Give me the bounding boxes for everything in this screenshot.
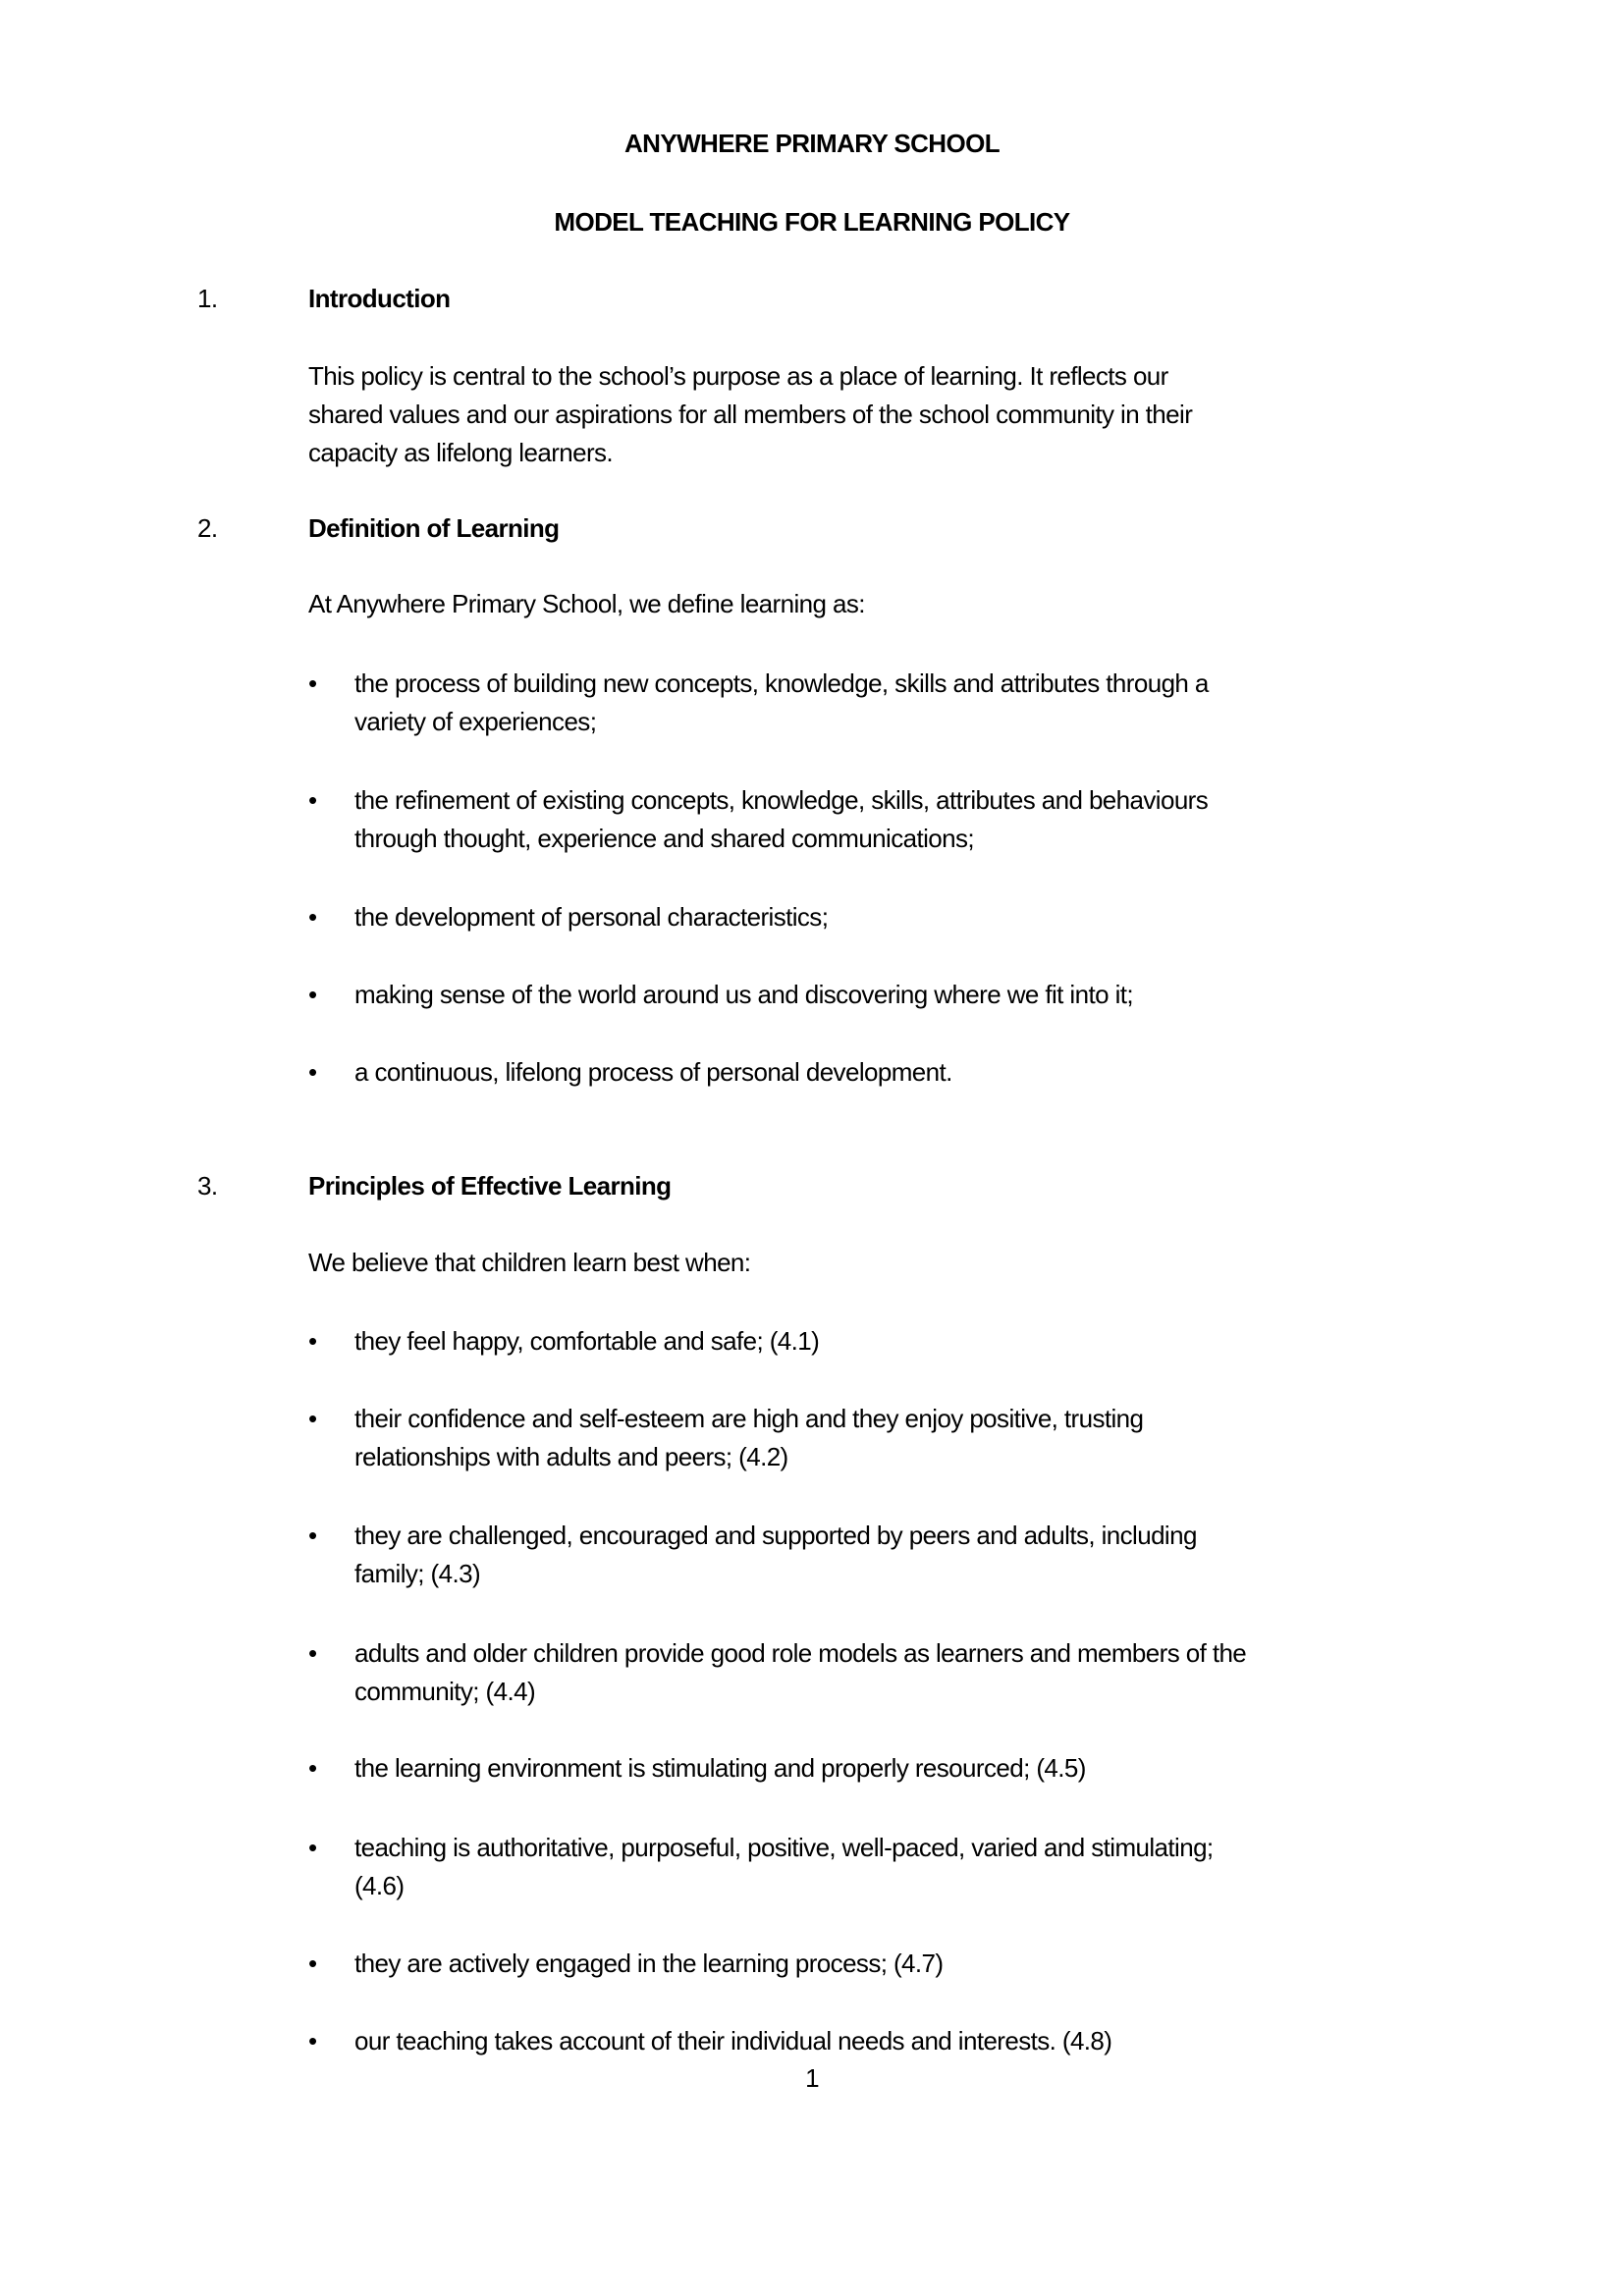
bullet-icon: • xyxy=(308,785,318,815)
document-subtitle: MODEL TEACHING FOR LEARNING POLICY xyxy=(554,207,1070,237)
bullet-icon: • xyxy=(308,1057,318,1087)
text-line: (4.6) xyxy=(354,1871,405,1900)
section-intro: We believe that children learn best when: xyxy=(308,1248,751,1277)
list-item xyxy=(354,1634,1246,1711)
bullet-icon: • xyxy=(308,668,318,698)
section-paragraph xyxy=(308,357,1192,472)
text-line: shared values and our aspirations for all members of the school community in their xyxy=(308,400,1193,429)
bullet-icon: • xyxy=(308,1638,318,1668)
list-item xyxy=(354,2022,1111,2060)
text-line: the learning environment is stimulating and properly resourced; (4.5) xyxy=(354,1753,1086,1783)
text-line: a continuous, lifelong process of personal development. xyxy=(354,1057,952,1087)
text-line: capacity as lifelong learners. xyxy=(308,438,614,467)
bullet-icon: • xyxy=(308,1949,318,1978)
section-number: 1. xyxy=(197,284,218,313)
list-item xyxy=(354,1400,1143,1476)
list-item xyxy=(354,1829,1214,1905)
text-line: This policy is central to the school’s purpose as a place of learning. It reflects our xyxy=(308,361,1168,391)
text-line: adults and older children provide good role models as learners and members of the xyxy=(354,1638,1247,1668)
text-line: teaching is authoritative, purposeful, positive, well-paced, varied and stimulating; xyxy=(354,1833,1214,1862)
list-item xyxy=(354,1945,943,1983)
list-item xyxy=(354,781,1208,858)
list-item xyxy=(354,1749,1086,1788)
section-number: 2. xyxy=(197,513,218,543)
text-line: community; (4.4) xyxy=(354,1677,536,1706)
bullet-icon: • xyxy=(308,1404,318,1433)
text-line: through thought, experience and shared communications; xyxy=(354,824,975,853)
bullet-icon: • xyxy=(308,1833,318,1862)
list-item xyxy=(354,1322,819,1361)
text-line: the process of building new concepts, knowledge, skills and attributes through a xyxy=(354,668,1209,698)
bullet-icon: • xyxy=(308,980,318,1009)
section-number: 3. xyxy=(197,1171,218,1201)
text-line: the development of personal characteristics; xyxy=(354,902,829,932)
list-item xyxy=(354,1053,952,1092)
list-item xyxy=(354,1517,1197,1593)
text-line: they feel happy, comfortable and safe; (4.1) xyxy=(354,1326,820,1356)
text-line: they are challenged, encouraged and supported by peers and adults, including xyxy=(354,1521,1197,1550)
section-heading: Introduction xyxy=(308,284,451,313)
section-heading: Principles of Effective Learning xyxy=(308,1171,672,1201)
bullet-icon: • xyxy=(308,1521,318,1550)
list-item xyxy=(354,898,828,936)
section-heading: Definition of Learning xyxy=(308,513,560,543)
text-line: relationships with adults and peers; (4.2) xyxy=(354,1442,788,1471)
bullet-icon: • xyxy=(308,2026,318,2056)
text-line: our teaching takes account of their individual needs and interests. (4.8) xyxy=(354,2026,1112,2056)
bullet-icon: • xyxy=(308,1753,318,1783)
text-line: the refinement of existing concepts, knowledge, skills, attributes and behaviours xyxy=(354,785,1209,815)
text-line: their confidence and self-esteem are high and they enjoy positive, trusting xyxy=(354,1404,1144,1433)
text-line: they are actively engaged in the learning process; (4.7) xyxy=(354,1949,944,1978)
document-title: ANYWHERE PRIMARY SCHOOL xyxy=(623,129,1000,158)
bullet-icon: • xyxy=(308,1326,318,1356)
page-number: 1 xyxy=(805,2063,819,2093)
text-line: variety of experiences; xyxy=(354,707,597,736)
section-intro: At Anywhere Primary School, we define learning as: xyxy=(308,589,865,618)
list-item xyxy=(354,976,1133,1014)
text-line: family; (4.3) xyxy=(354,1559,481,1588)
text-line: making sense of the world around us and discovering where we fit into it; xyxy=(354,980,1133,1009)
bullet-icon: • xyxy=(308,902,318,932)
list-item xyxy=(354,665,1209,741)
